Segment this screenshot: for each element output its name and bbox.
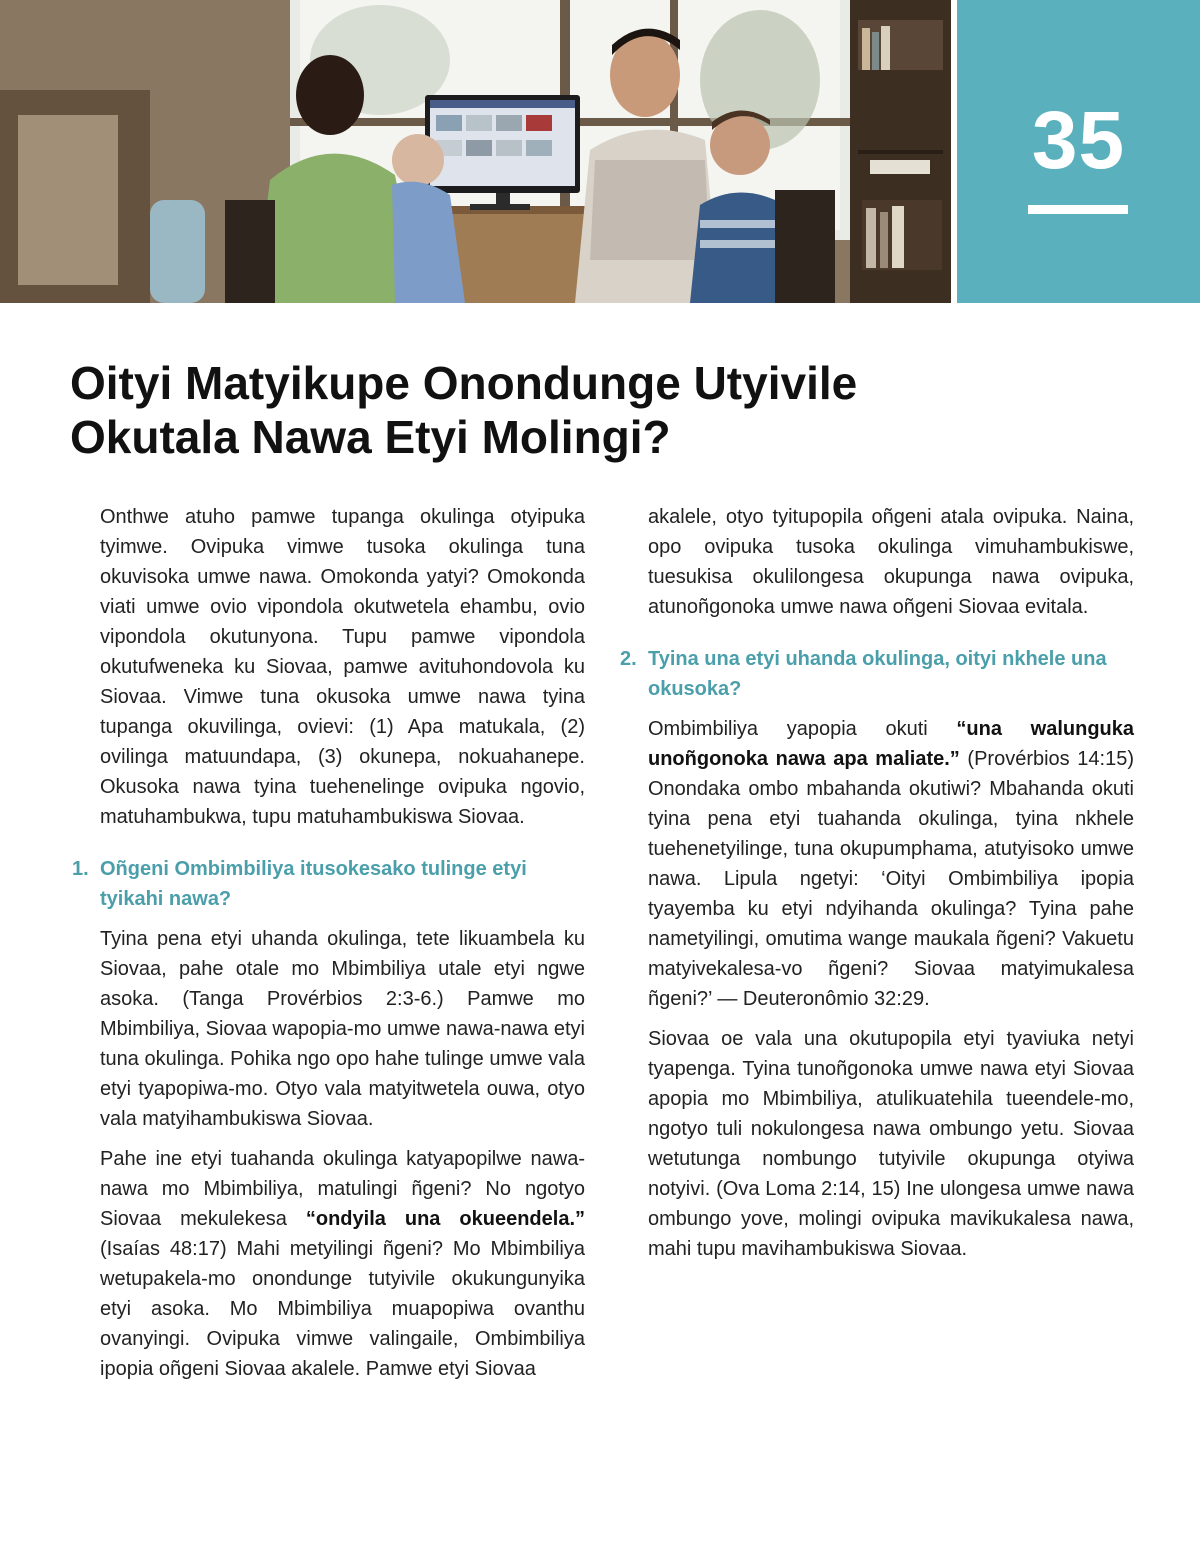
page-title-line-1: Oityi Matyikupe Onondunge Utyivile [70, 357, 858, 409]
section-1-paragraph-2-continued: akalele, otyo tyitupopila oñgeni atala ovipuka. Naina, opo ovipuka tusoka okulinga vimuhambukiswe, tuesukisa okulilongesa okupunga nawa ovipuka, atunoñgonoka umwe nawa oñgeni Siovaa evitala. [648, 506, 1134, 618]
question-2 [620, 644, 1134, 704]
question-1-number: 1. [72, 858, 89, 880]
section-2-paragraph-2: Siovaa oe vala una okutupopila etyi tyaviuka netyi tyapenga. Tyina tunoñgonoka umwe nawa etyi Siovaa apopia mo Mbimbiliya, atulikuatehila tueendele-mo, ngotyo tuli nokulongesa nawa ombungo yetu. Siovaa wetutunga nombungo tutyivile okupunga otyiwa notyivi. (Ova Loma 2:14, 15) Ine ulongesa umwe nawa ombungo yove, molingi ovipuka mavikukalesa nawa, mahi tupu mavihambukiswa Siovaa. [648, 1028, 1134, 1260]
page-title-line-2: Okutala Nawa Etyi Molingi? [70, 411, 671, 463]
question-2-text: Tyina una etyi uhanda okulinga, oityi nkhele una okusoka? [648, 648, 1107, 700]
section-1-paragraph-2 [100, 1144, 585, 1384]
question-1-text: Oñgeni Ombimbiliya itusokesako tulinge etyi tyikahi nawa? [100, 858, 527, 910]
lesson-number-underline [1028, 205, 1128, 214]
section-2-paragraph-1-end: (Provérbios 14:15) Onondaka ombo mbahanda okutiwi? Mbahanda okuti tyina pena etyi tuahanda okulinga, tyina nkhele tuehenetyilinge, tuna okupumphama, atutyisoko umwe nawa. Lipula ngetyi: ‘Oityi Ombimbiliya ipopia tyayemba ku etyi ndyihanda okulinga? Tyina pahe nametyilingi, omutima wange maukala ñgeni? Vakuetu matyivekalesa-vo ñgeni? Siovaa matyimukalesa ñgeni?’ — Deuteronômio 32:29. [648, 748, 1134, 1010]
section-2-paragraph-1-start: Ombimbiliya yapopia okuti [648, 718, 957, 740]
intro-paragraph: Onthwe atuho pamwe tupanga okulinga otyipuka tyimwe. Ovipuka vimwe tusoka okulinga tuna okuvisoka umwe nawa. Omokonda yatyi? Omokonda viati umwe ovio vipondola okutwetela ehambu, ovio vipondola okutunyona. Tupu pamwe vipondola okutufweneka ku Siovaa, pamwe avituhondovola ku Siovaa. Vimwe tuna okusoka umwe nawa tyina tupanga okuvilinga, ovievi: (1) Apa matukala, (2) ovilinga matuundapa, (3) okunepa, nokuahanepe. Okusoka nawa tyina tuehenelinge ovipuka ngovio, matuhambukwa, tupu matuhambukiswa Siovaa. [100, 506, 585, 828]
lesson-number-box [957, 0, 1200, 303]
question-2-number: 2. [620, 648, 637, 670]
section-1-paragraph-2-start: Pahe ine etyi tuahanda okulinga katyapopilwe nawa-nawa mo Mbimbiliya, matulingi ñgeni? No ngotyo Siovaa mekulekesa [100, 1148, 585, 1230]
right-column [620, 502, 1135, 1274]
header-photo [0, 0, 951, 303]
section-1-paragraph-2-end: (Isaías 48:17) Mahi metyilingi ñgeni? Mo Mbimbiliya wetupakela-mo onondunge tutyivile okukungunyika etyi asoka. Mo Mbimbiliya muapopiwa ovanthu ovanyingi. Ovipuka vimwe valingaile, Ombimbiliya ipopia oñgeni Siovaa akalele. Pamwe etyi Siovaa [100, 1238, 585, 1380]
left-column [72, 502, 586, 1394]
section-2-paragraph-1 [648, 714, 1134, 1014]
lesson-number: 35 [1031, 95, 1126, 186]
section-1-paragraph-1: Tyina pena etyi uhanda okulinga, tete likuambela ku Siovaa, pahe otale mo Mbimbiliya utale etyi ngwe asoka. (Tanga Provérbios 2:3-6.) Pamwe mo Mbimbiliya, Siovaa wapopia-mo umwe nawa-nawa etyi tuna okulinga. Pohika ngo opo hahe tulinge umwe vala etyi tyapopiwa-mo. Otyo vala matyitwetela ouwa, otyo vala matyihambukiswa Siovaa. [100, 928, 585, 1130]
page-title [70, 356, 1070, 464]
question-1 [72, 854, 585, 914]
section-2-quote: “una walunguka unoñgonoka nawa apa maliate.” [648, 718, 1135, 770]
section-1-quote: “ondyila una okueendela.” [305, 1208, 586, 1230]
